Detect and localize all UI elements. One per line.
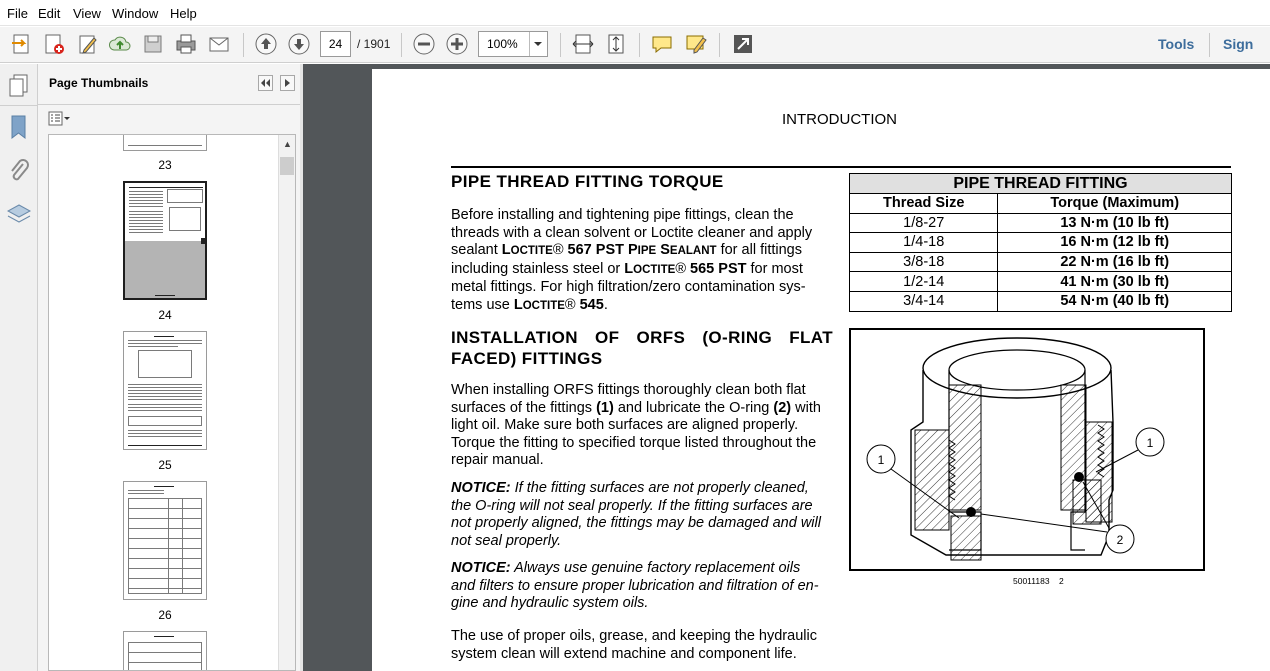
page-thumbnails-icon: [6, 72, 30, 98]
collapse-panel-button[interactable]: [258, 75, 273, 91]
pdf-page: [372, 69, 1270, 671]
toolbar-separator: [401, 33, 402, 57]
nav-divider: [0, 105, 38, 106]
thumbnail-list: [48, 134, 296, 671]
page-thumbnail-23[interactable]: [123, 134, 207, 151]
email-button[interactable]: [206, 31, 232, 57]
table-row: [850, 291, 1232, 311]
zoom-level-select[interactable]: [478, 31, 548, 57]
highlight-button[interactable]: [683, 31, 709, 57]
menu-edit[interactable]: Edit: [38, 6, 61, 21]
open-button[interactable]: [8, 31, 34, 57]
menu-bar: [0, 0, 1270, 26]
next-page-button[interactable]: [286, 31, 312, 57]
page-thumbnails-panel: [38, 64, 300, 671]
next-page-icon: [287, 32, 311, 56]
thread-size-cell: 3/4-14: [850, 291, 998, 311]
section-title-orfs: INSTALLATION OF ORFS (O-RING FLAT FACED) FITTINGS: [451, 328, 833, 368]
open-icon: [9, 32, 33, 56]
edit-button[interactable]: [75, 31, 101, 57]
header-rule: [451, 166, 1231, 168]
toolbar-separator: [1209, 33, 1210, 57]
thread-size-cell: 1/4-18: [850, 233, 998, 253]
table-title: PIPE THREAD FITTING: [850, 174, 1232, 194]
bookmarks-icon: [7, 114, 31, 140]
edit-icon: [76, 32, 100, 56]
save-icon: [141, 32, 165, 56]
callout-label: 1: [1146, 436, 1154, 450]
notice-paragraph-2: NOTICE: Always use genuine factory replacement oils and filters to ensure proper lubrication and filtration of en- gine and hydraulic system oils.: [451, 560, 819, 611]
scroll-up-icon[interactable]: ▲: [283, 139, 292, 149]
torque-cell: 41 N·m (30 lb ft): [998, 272, 1232, 292]
zoom-out-button[interactable]: [411, 31, 437, 57]
thread-size-cell: 1/8-27: [850, 213, 998, 233]
comment-button[interactable]: [649, 31, 675, 57]
zoom-in-button[interactable]: [444, 31, 470, 57]
menu-window[interactable]: Window: [112, 6, 159, 21]
thumbnail-label: 24: [158, 308, 172, 322]
options-button[interactable]: [48, 110, 72, 128]
page-number-input[interactable]: 24: [320, 31, 351, 57]
torque-cell: 16 N·m (12 lb ft): [998, 233, 1232, 253]
attachments-tab[interactable]: [7, 158, 31, 187]
notice-paragraph-1: NOTICE: If the fitting surfaces are not properly cleaned, the O-ring will not seal properly. If the fitting surfaces are not properly aligned, the fittings may be damaged and will not seal properly.: [451, 480, 821, 549]
highlight-icon: [684, 32, 708, 56]
zoom-dropdown-button[interactable]: [529, 32, 547, 56]
toolbar-separator: [560, 33, 561, 57]
thumbnail-label: 26: [158, 608, 172, 622]
figure-caption: 50011183 2: [1013, 576, 1064, 586]
table-row: [850, 233, 1232, 253]
torque-cell: 54 N·m (40 lb ft): [998, 291, 1232, 311]
prev-page-icon: [254, 32, 278, 56]
fit-page-button[interactable]: [603, 31, 629, 57]
page-thumbnail-24[interactable]: [123, 181, 207, 300]
expand-panel-button[interactable]: [280, 75, 295, 91]
navigation-pane: [0, 64, 38, 671]
orfs-paragraph: When installing ORFS fittings thoroughly clean both flat surfaces of the fittings (1) and lubricate the O-ring (2) with light oil. Make sure both surfaces are aligned properly. Torque the fitting to specified torque listed throughout the repair manual.: [451, 382, 821, 468]
fullscreen-button[interactable]: [730, 31, 756, 57]
toolbar: [0, 27, 1270, 63]
comment-icon: [650, 32, 674, 56]
tools-link[interactable]: Tools: [1158, 36, 1195, 52]
panel-title: Page Thumbnails: [49, 76, 149, 90]
thumbnail-view-marker: [201, 238, 205, 244]
fit-page-icon: [604, 32, 628, 56]
options-icon: [48, 110, 72, 128]
section-title-pipe-thread: PIPE THREAD FITTING TORQUE: [451, 172, 724, 191]
panel-divider: [38, 104, 300, 105]
layers-icon: [6, 201, 32, 227]
create-pdf-icon: [42, 32, 66, 56]
menu-file[interactable]: File: [7, 6, 28, 21]
table-header-thread-size: Thread Size: [850, 194, 998, 214]
menu-view[interactable]: View: [73, 6, 101, 21]
toolbar-separator: [639, 33, 640, 57]
fullscreen-icon: [731, 32, 755, 56]
o-ring-right: [1074, 472, 1084, 482]
table-header-torque: Torque (Maximum): [998, 194, 1232, 214]
zoom-in-icon: [445, 32, 469, 56]
table-row: [850, 213, 1232, 233]
bookmarks-tab[interactable]: [7, 114, 31, 143]
zoom-out-icon: [412, 32, 436, 56]
pipe-thread-table: [849, 173, 1232, 312]
thumbnail-label: 23: [158, 158, 172, 172]
attachments-icon: [7, 158, 31, 184]
thumbnail-scrollbar[interactable]: [278, 135, 295, 671]
page-thumbnails-tab[interactable]: [6, 72, 30, 101]
toolbar-separator: [243, 33, 244, 57]
fit-width-button[interactable]: [570, 31, 596, 57]
double-chevron-left-icon: [259, 76, 272, 90]
pipe-thread-paragraph: Before installing and tightening pipe fittings, clean the threads with a clean solvent or Loctite cleaner and apply sealant LOCTITE® 567 PST PIPE SEALANT for all fittings including stainless steel or LOCTITE® 565 PST for most metal fittings. For high filtration/zero contamination sys- tems use LOCTITE® 545.: [451, 207, 813, 313]
callout-label: 1: [877, 453, 885, 467]
torque-cell: 13 N·m (10 lb ft): [998, 213, 1232, 233]
thread-size-cell: 3/8-18: [850, 252, 998, 272]
save-button[interactable]: [140, 31, 166, 57]
orfs-fitting-figure: [849, 328, 1205, 571]
print-button[interactable]: [173, 31, 199, 57]
thread-size-cell: 1/2-14: [850, 272, 998, 292]
page-thumbnail-26[interactable]: [123, 481, 207, 600]
layers-tab[interactable]: [6, 201, 32, 230]
orfs-fitting-diagram: [851, 330, 1203, 569]
torque-cell: 22 N·m (16 lb ft): [998, 252, 1232, 272]
thumbnail-shade: [125, 241, 205, 300]
page-thumbnail-25[interactable]: [123, 331, 207, 450]
o-ring-left: [966, 507, 976, 517]
oil-paragraph: The use of proper oils, grease, and keeping the hydraulic system clean will extend machine and component life.: [451, 628, 817, 662]
toolbar-separator: [719, 33, 720, 57]
table-row: [850, 272, 1232, 292]
thumbnail-label: 25: [158, 458, 172, 472]
print-icon: [174, 32, 198, 56]
prev-page-button[interactable]: [253, 31, 279, 57]
sign-link[interactable]: Sign: [1223, 36, 1254, 52]
upload-button[interactable]: [107, 31, 133, 57]
scrollbar-thumb[interactable]: [280, 157, 294, 175]
page-thumbnail-27[interactable]: [123, 631, 207, 671]
chevron-down-icon: [530, 32, 547, 56]
table-row: [850, 252, 1232, 272]
menu-help[interactable]: Help: [170, 6, 197, 21]
document-viewer: [303, 64, 1270, 671]
zoom-level-value: 100%: [487, 37, 518, 51]
chevron-right-icon: [281, 76, 294, 90]
create-pdf-button[interactable]: [41, 31, 67, 57]
page-total: / 1901: [357, 37, 391, 51]
fit-width-icon: [571, 32, 595, 56]
email-icon: [207, 32, 231, 56]
upload-icon: [108, 32, 132, 56]
page-header: INTRODUCTION: [782, 111, 897, 128]
callout-label: 2: [1116, 533, 1124, 547]
